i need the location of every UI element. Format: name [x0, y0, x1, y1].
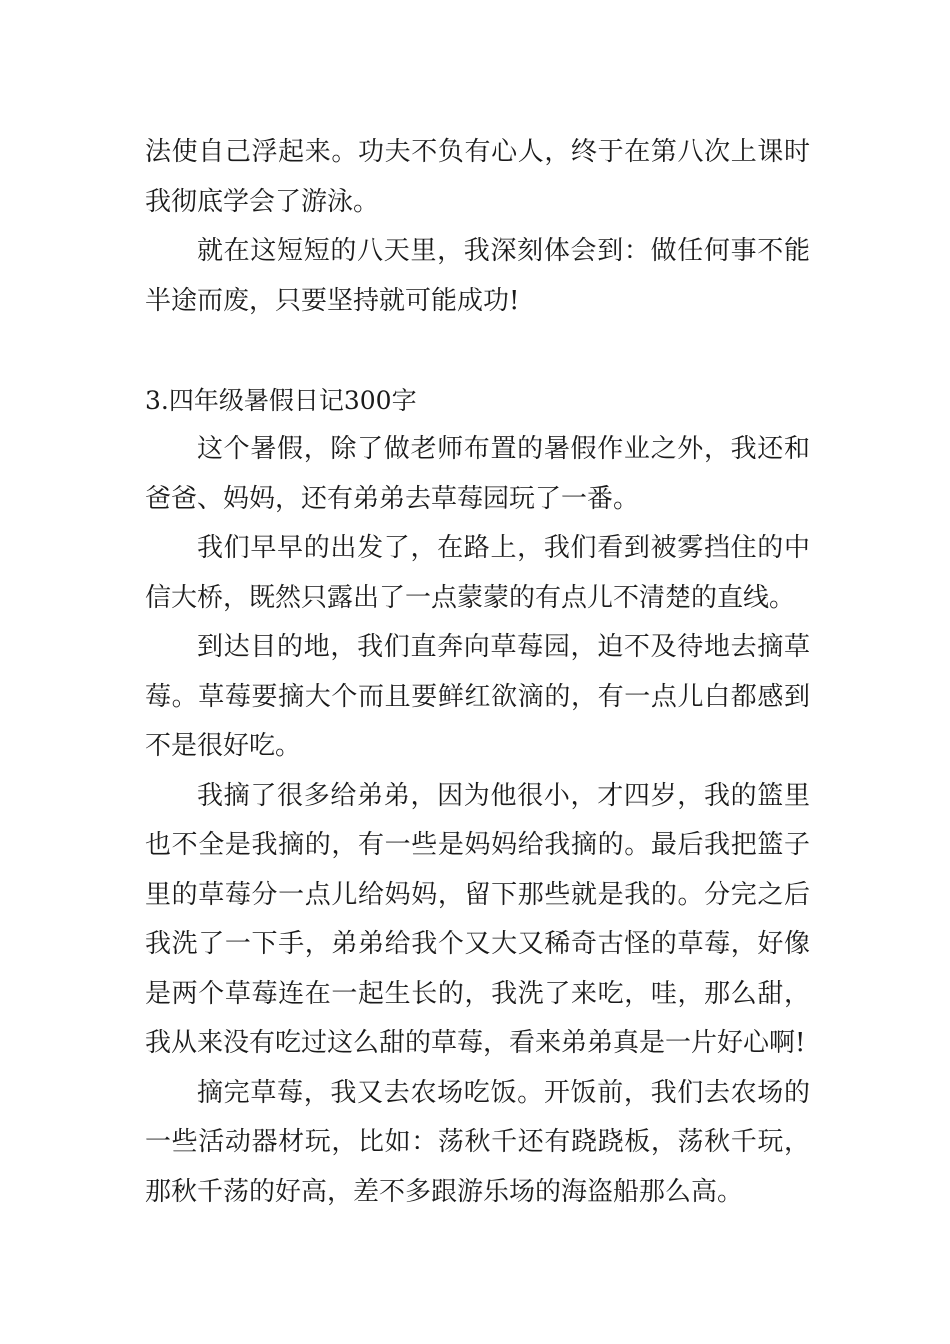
paragraph: 我们早早的出发了，在路上，我们看到被雾挡住的中信大桥，既然只露出了一点蒙蒙的有点儿不清楚的直线。: [145, 533, 810, 613]
section-heading: 3.四年级暑假日记300字: [145, 385, 417, 415]
section-spacer: [145, 326, 810, 376]
paragraph-conclusion: 就在这短短的八天里，我深刻体会到：做任何事不能半途而废，只要坚持就可能成功!: [145, 236, 810, 316]
document-body: [145, 128, 810, 1217]
paragraph-continuation: 法使自己浮起来。功夫不负有心人，终于在第八次上课时我彻底学会了游泳。: [145, 137, 810, 217]
paragraph: 到达目的地，我们直奔向草莓园，迫不及待地去摘草莓。草莓要摘大个而且要鲜红欲滴的，有一点儿白都感到不是很好吃。: [145, 632, 810, 761]
paragraph: 这个暑假，除了做老师布置的暑假作业之外，我还和爸爸、妈妈，还有弟弟去草莓园玩了一番。: [145, 434, 810, 514]
paragraph: 摘完草莓，我又去农场吃饭。开饭前，我们去农场的一些活动器材玩，比如：荡秋千还有跷跷板，荡秋千玩，那秋千荡的好高，差不多跟游乐场的海盗船那么高。: [145, 1077, 810, 1207]
paragraph: 我摘了很多给弟弟，因为他很小，才四岁，我的篮里也不全是我摘的，有一些是妈妈给我摘的。最后我把篮子里的草莓分一点儿给妈妈，留下那些就是我的。分完之后我洗了一下手，弟弟给我个又大又稀奇古怪的草莓，好像是两个草莓连在一起生长的，我洗了来吃，哇，那么甜，我从来没有吃过这么甜的草莓，看来弟弟真是一片好心啊!: [145, 780, 810, 1058]
